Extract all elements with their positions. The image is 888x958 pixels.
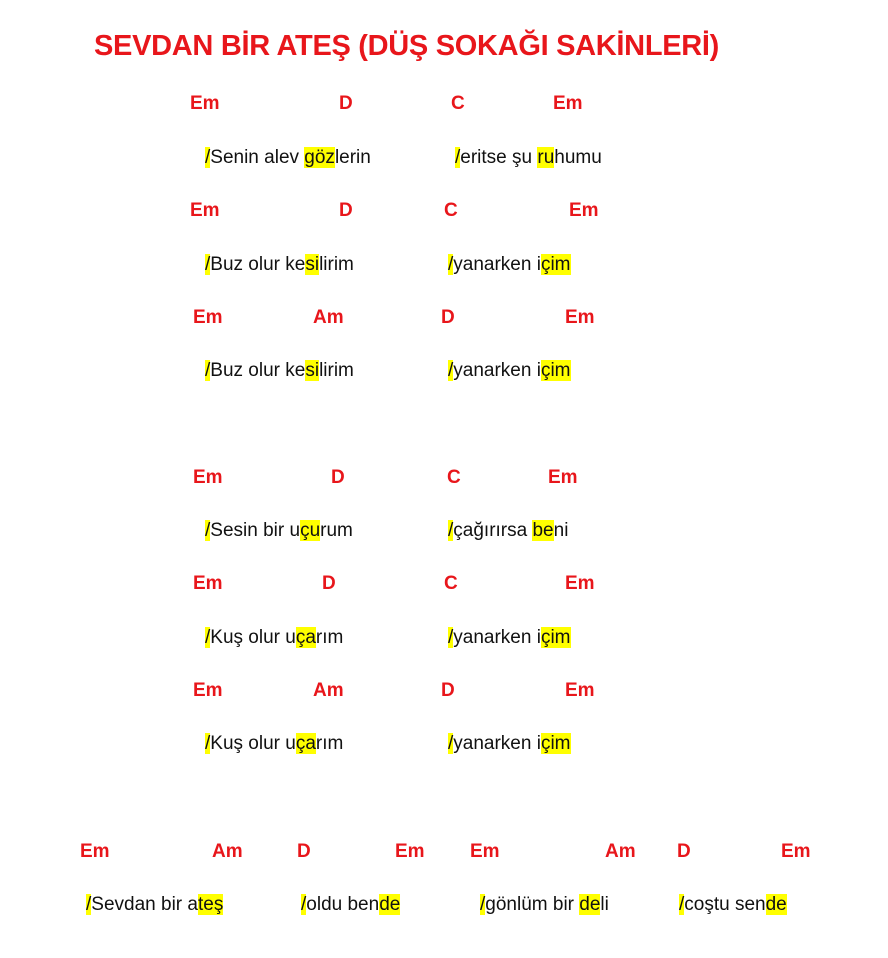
stressed-syllable: de bbox=[765, 894, 787, 915]
chord: Em bbox=[193, 307, 223, 328]
stressed-syllable: çim bbox=[540, 733, 571, 754]
chord: Em bbox=[193, 680, 223, 701]
slash-marker: / bbox=[205, 733, 211, 754]
stressed-syllable: çim bbox=[540, 254, 571, 275]
lyric-segment bbox=[301, 893, 400, 917]
lyric-text: li bbox=[600, 894, 609, 915]
lyric-text: gönlüm bir bbox=[485, 894, 580, 915]
slash-marker: / bbox=[205, 360, 211, 381]
chord: Em bbox=[193, 573, 223, 594]
chord: D bbox=[677, 841, 691, 862]
lyric-text: Buz olur ke bbox=[210, 254, 306, 275]
chord: D bbox=[441, 307, 455, 328]
slash-marker: / bbox=[86, 894, 92, 915]
chord: D bbox=[441, 680, 455, 701]
chord: Em bbox=[781, 841, 811, 862]
chord: C bbox=[447, 467, 461, 488]
lyric-text: rım bbox=[315, 733, 344, 754]
slash-marker: / bbox=[448, 254, 454, 275]
lyric-segment bbox=[480, 893, 609, 917]
chord: Em bbox=[565, 680, 595, 701]
lyric-text: oldu ben bbox=[306, 894, 380, 915]
lyric-text: eritse şu bbox=[460, 147, 538, 168]
lyric-segment bbox=[205, 359, 354, 383]
stressed-syllable: çim bbox=[540, 360, 571, 381]
chord: Am bbox=[313, 680, 344, 701]
lyric-text: Senin alev bbox=[210, 147, 305, 168]
chord: Em bbox=[190, 200, 220, 221]
lyric-text: lirim bbox=[319, 254, 354, 275]
lyric-text: humu bbox=[554, 147, 602, 168]
chord: D bbox=[297, 841, 311, 862]
slash-marker: / bbox=[448, 520, 454, 541]
slash-marker: / bbox=[448, 360, 454, 381]
stressed-syllable: ru bbox=[537, 147, 555, 168]
chord: D bbox=[339, 93, 353, 114]
slash-marker: / bbox=[455, 147, 461, 168]
lyric-text: yanarken i bbox=[453, 627, 541, 648]
chord: D bbox=[322, 573, 336, 594]
chord: C bbox=[444, 200, 458, 221]
slash-marker: / bbox=[480, 894, 486, 915]
stressed-syllable: çim bbox=[540, 627, 571, 648]
chord: C bbox=[451, 93, 465, 114]
lyric-segment bbox=[205, 626, 343, 650]
lyric-text: Kuş olur u bbox=[210, 733, 296, 754]
chord: D bbox=[339, 200, 353, 221]
lyric-text: Sevdan bir a bbox=[91, 894, 198, 915]
lyric-text: yanarken i bbox=[453, 254, 541, 275]
lyric-segment bbox=[448, 519, 568, 543]
lyric-text: Buz olur ke bbox=[210, 360, 306, 381]
stressed-syllable: be bbox=[532, 520, 554, 541]
chord: Em bbox=[553, 93, 583, 114]
slash-marker: / bbox=[448, 627, 454, 648]
stressed-syllable: teş bbox=[197, 894, 224, 915]
chord: Em bbox=[193, 467, 223, 488]
slash-marker: / bbox=[205, 520, 211, 541]
chord: Em bbox=[190, 93, 220, 114]
slash-marker: / bbox=[679, 894, 685, 915]
lyric-text: coştu sen bbox=[684, 894, 766, 915]
lyric-segment bbox=[205, 732, 343, 756]
stressed-syllable: ça bbox=[295, 733, 316, 754]
lyric-text: rım bbox=[315, 627, 344, 648]
lyric-text: lerin bbox=[334, 147, 371, 168]
stressed-syllable: çu bbox=[300, 520, 321, 541]
lyric-segment bbox=[448, 253, 571, 277]
slash-marker: / bbox=[448, 733, 454, 754]
stressed-syllable: si bbox=[305, 360, 320, 381]
chord: C bbox=[444, 573, 458, 594]
lyric-segment bbox=[448, 626, 571, 650]
lyric-segment bbox=[679, 893, 787, 917]
lyric-text: Sesin bir u bbox=[210, 520, 301, 541]
slash-marker: / bbox=[205, 254, 211, 275]
chord: Am bbox=[605, 841, 636, 862]
page-title: SEVDAN BİR ATEŞ (DÜŞ SOKAĞI SAKİNLERİ) bbox=[94, 30, 720, 62]
chord: Am bbox=[313, 307, 344, 328]
lyric-segment bbox=[86, 893, 223, 917]
lyric-segment bbox=[205, 146, 371, 170]
chord: Em bbox=[565, 307, 595, 328]
lyric-segment bbox=[448, 732, 571, 756]
slash-marker: / bbox=[205, 147, 211, 168]
stressed-syllable: ça bbox=[295, 627, 316, 648]
stressed-syllable: göz bbox=[304, 147, 335, 168]
stressed-syllable: de bbox=[379, 894, 401, 915]
lyric-text: rum bbox=[320, 520, 353, 541]
lyric-text: Kuş olur u bbox=[210, 627, 296, 648]
slash-marker: / bbox=[301, 894, 307, 915]
stressed-syllable: de bbox=[579, 894, 601, 915]
chord: Am bbox=[212, 841, 243, 862]
lyric-text: çağırırsa bbox=[453, 520, 533, 541]
lyric-segment bbox=[205, 519, 353, 543]
lyric-text: ni bbox=[553, 520, 569, 541]
lyric-segment bbox=[448, 359, 571, 383]
chord: Em bbox=[395, 841, 425, 862]
chord: Em bbox=[80, 841, 110, 862]
slash-marker: / bbox=[205, 627, 211, 648]
chord: Em bbox=[470, 841, 500, 862]
lyric-text: yanarken i bbox=[453, 733, 541, 754]
lyric-text: lirim bbox=[319, 360, 354, 381]
chord: D bbox=[331, 467, 345, 488]
lyric-segment bbox=[455, 146, 602, 170]
lyric-text: yanarken i bbox=[453, 360, 541, 381]
stressed-syllable: si bbox=[305, 254, 320, 275]
chord: Em bbox=[548, 467, 578, 488]
chord: Em bbox=[569, 200, 599, 221]
chord: Em bbox=[565, 573, 595, 594]
lyric-segment bbox=[205, 253, 354, 277]
